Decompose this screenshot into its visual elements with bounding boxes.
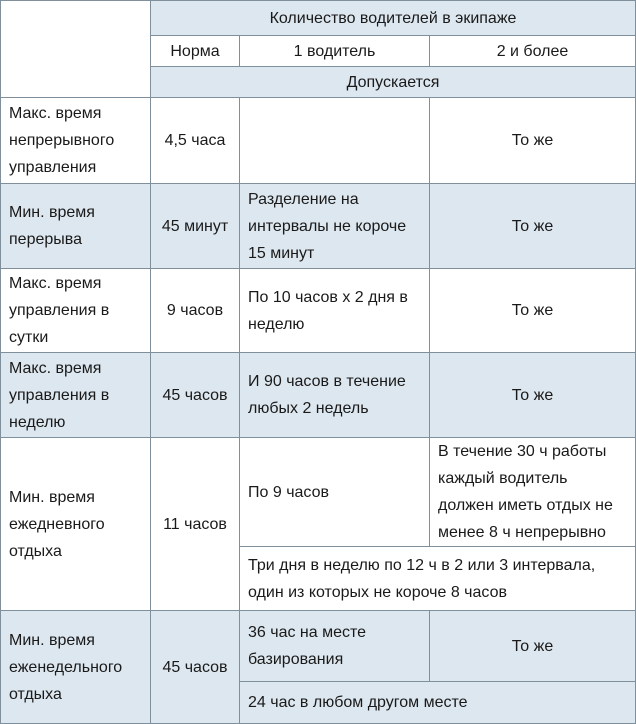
- allowed-header: Допускается: [151, 67, 636, 98]
- one-driver-cell: По 10 часов х 2 дня в неделю: [240, 269, 430, 353]
- one-driver-cell: Разделение на интервалы не короче 15 минут: [240, 184, 430, 269]
- one-driver-cell: И 90 часов в течение любых 2 недель: [240, 353, 430, 438]
- two-drivers-cell: То же: [430, 353, 636, 438]
- two-or-more-header: 2 и более: [430, 36, 636, 67]
- norm-cell: 9 часов: [151, 269, 240, 353]
- row-label: Макс. время управления в неделю: [1, 353, 151, 438]
- shared-cell: 24 час в любом другом месте: [240, 682, 636, 724]
- norm-cell: 45 часов: [151, 353, 240, 438]
- two-drivers-cell: То же: [430, 611, 636, 682]
- row-label: Мин. время еженедельного отдыха: [1, 611, 151, 724]
- shared-cell: Три дня в неделю по 12 ч в 2 или 3 интервала, один из которых не короче 8 часов: [240, 547, 636, 611]
- one-driver-header: 1 водитель: [240, 36, 430, 67]
- norm-cell: 11 часов: [151, 438, 240, 611]
- norm-cell: 45 часов: [151, 611, 240, 724]
- row-label: Мин. время ежедневного отдыха: [1, 438, 151, 611]
- norm-header: Норма: [151, 36, 240, 67]
- crew-size-header: Количество водителей в экипаже: [151, 1, 636, 36]
- two-drivers-cell: То же: [430, 184, 636, 269]
- two-drivers-cell: В течение 30 ч работы каждый водитель должен иметь отдых не менее 8 ч непрерывно: [430, 438, 636, 547]
- two-drivers-cell: То же: [430, 98, 636, 184]
- norm-cell: 45 минут: [151, 184, 240, 269]
- row-label: Мин. время перерыва: [1, 184, 151, 269]
- row-label: Макс. время непрерывного управления: [1, 98, 151, 184]
- one-driver-cell: [240, 98, 430, 184]
- two-drivers-cell: То же: [430, 269, 636, 353]
- corner-cell: [1, 1, 151, 98]
- row-label: Макс. время управления в сутки: [1, 269, 151, 353]
- norm-cell: 4,5 часа: [151, 98, 240, 184]
- one-driver-cell: По 9 часов: [240, 438, 430, 547]
- one-driver-cell: 36 час на месте базирования: [240, 611, 430, 682]
